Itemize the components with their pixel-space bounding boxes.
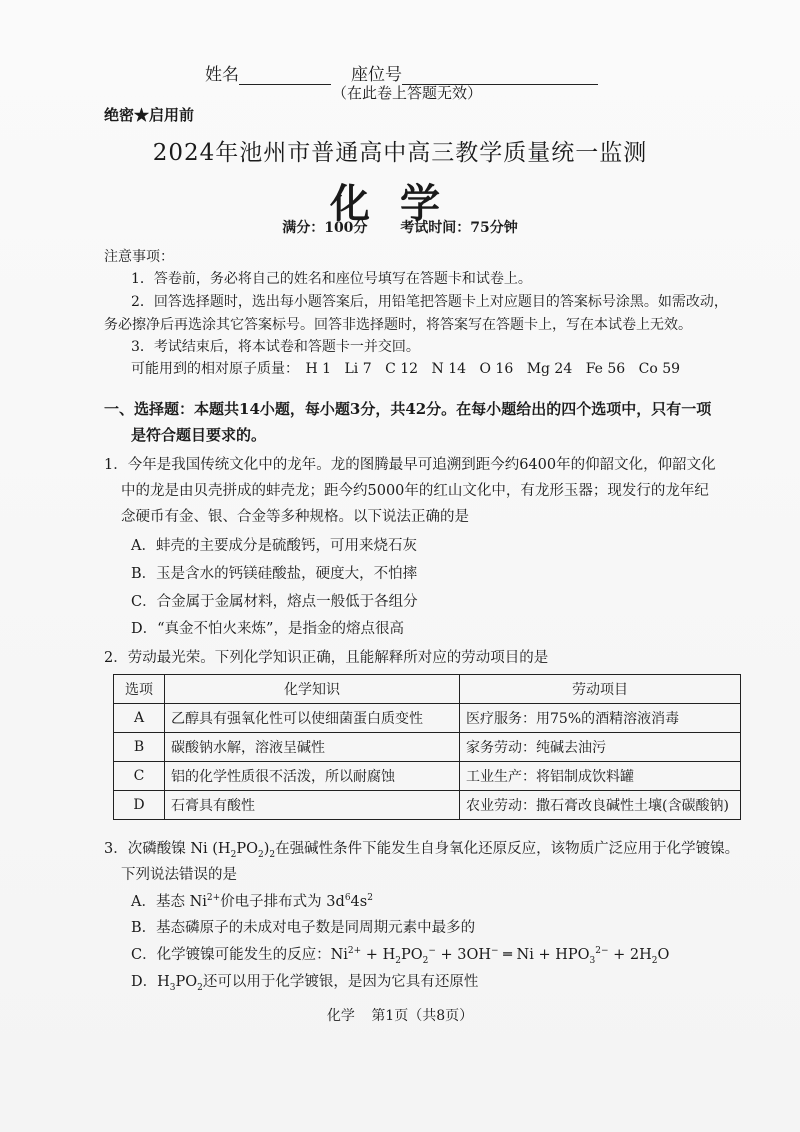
exam-time: 考试时间：75分钟 (400, 220, 518, 236)
q3c-sup: 2+ (347, 946, 362, 957)
table-header-row (114, 675, 741, 704)
q3-text: 在强碱性条件下能发生自身氧化还原反应，该物质广泛应用于化学镀镍。 (275, 841, 740, 857)
q1-option-a: A．蚌壳的主要成分是硫酸钙，可用来烧石灰 (131, 538, 417, 554)
q3c-text: O (657, 947, 670, 963)
q3a-text: A．基态 Ni (131, 894, 207, 910)
row-labor: 工业生产：将铝制成饮料罐 (460, 762, 741, 791)
q3-sub: 2 (257, 849, 264, 860)
q2-table (113, 674, 741, 820)
mass-item: H 1 (305, 361, 332, 377)
q3c-sub: 2 (395, 955, 401, 966)
q3-option-d (131, 970, 478, 993)
secret-label: 绝密★启用前 (104, 106, 195, 124)
page-footer (0, 1005, 800, 1025)
q3d-sub: 2 (197, 982, 203, 993)
q3a-text: 价电子排布式为 3d (220, 894, 345, 910)
q3-option-b: B．基态磷原子的未成对电子数是同周期元素中最多的 (131, 920, 476, 936)
mass-label: 可能用到的相对原子质量： (131, 361, 299, 377)
q3a-sup: 2+ (206, 893, 221, 904)
header-option: 选项 (114, 675, 165, 704)
row-knowledge: 乙醇具有强氧化性可以使细菌蛋白质变性 (165, 704, 460, 733)
name-blank (239, 66, 331, 85)
attention-item-2b: 务必擦净后再选涂其它答案标号。回答非选择题时，将答案写在答题卡上，写在本试卷上无效。 (104, 317, 692, 333)
section1-heading-line1: 一、选择题：本题共14小题，每小题3分，共42分。在每小题给出的四个选项中，只有一项 (104, 400, 712, 418)
q3d-sub: 3 (169, 982, 176, 993)
row-knowledge: 石膏具有酸性 (165, 791, 460, 820)
table-row (114, 762, 741, 791)
q1-stem-line1: 1．今年是我国传统文化中的龙年。龙的图腾最早可追溯到距今约6400年的仰韶文化，仰韶文化 (104, 457, 716, 473)
name-label: 姓名 (205, 65, 239, 85)
header-knowledge: 化学知识 (165, 675, 460, 704)
table-row (114, 704, 741, 733)
header-labor: 劳动项目 (460, 675, 741, 704)
footer-page: 第1页（共8页） (371, 1008, 474, 1024)
score-line (0, 217, 800, 237)
q3-sub: 2 (230, 849, 237, 860)
full-score: 满分：100分 (282, 220, 368, 236)
q3d-text: D．H (131, 974, 170, 990)
q3-sub: 2 (269, 849, 276, 860)
row-option: D (114, 791, 165, 820)
row-labor: 医疗服务：用75%的酒精溶液消毒 (460, 704, 741, 733)
q1-option-d: D．“真金不怕火来炼”，是指金的熔点很高 (131, 621, 404, 637)
q3c-text: PO (400, 947, 423, 963)
footer-subject: 化学 (326, 1008, 355, 1024)
table-row (114, 733, 741, 762)
row-knowledge: 铝的化学性质很不活泼，所以耐腐蚀 (165, 762, 460, 791)
attention-item-1: 1．答卷前，务必将自己的姓名和座位号填写在答题卡和试卷上。 (131, 271, 532, 287)
q3c-sub: 2 (422, 955, 429, 966)
row-knowledge: 碳酸钠水解，溶液呈碱性 (165, 733, 460, 762)
mass-item: Mg 24 (526, 361, 573, 377)
row-option: A (114, 704, 165, 733)
mass-item: N 14 (431, 361, 467, 377)
row-labor: 家务劳动：纯碱去油污 (460, 733, 741, 762)
q3c-text: + H (361, 947, 396, 963)
q1-option-b: B．玉是含水的钙镁硅酸盐，硬度大，不怕摔 (131, 566, 418, 582)
seat-label: 座位号 (351, 65, 402, 85)
section1-heading-line2: 是符合题目要求的。 (131, 426, 267, 444)
mass-item: O 16 (479, 361, 514, 377)
q3a-sup: 2 (367, 893, 373, 904)
q3-option-a (131, 890, 373, 911)
q3-option-c (131, 943, 669, 966)
q3-text: 3．次磷酸镍 Ni (H (104, 841, 231, 857)
invalid-notice: （在此卷上答题无效） (332, 84, 483, 102)
q3c-sup: 2− (595, 946, 609, 957)
q2-stem: 2．劳动最光荣。下列化学知识正确，且能解释所对应的劳动项目的是 (104, 650, 549, 666)
q1-stem-line2: 中的龙是由贝壳拼成的蚌壳龙；距今约5000年的红山文化中，有龙形玉器；现发行的龙年纪 (121, 483, 709, 499)
atomic-mass-line (131, 358, 689, 378)
q3c-sup: − (491, 946, 499, 957)
row-labor: 农业劳动：撒石膏改良碱性土壤(含碳酸钠) (460, 791, 741, 820)
q1-option-c: C．合金属于金属材料，熔点一般低于各组分 (131, 594, 418, 610)
q1-stem-line3: 念硬币有金、银、合金等多种规格。以下说法正确的是 (121, 509, 469, 525)
q3c-text: + 3OH (435, 947, 492, 963)
mass-item: C 12 (385, 361, 419, 377)
mass-item: Co 59 (638, 361, 681, 377)
attention-item-2a: 2．回答选择题时，选出每小题答案后，用铅笔把答题卡上对应题目的答案标号涂黑。如需改动， (131, 294, 728, 310)
q3-text: PO (236, 841, 258, 857)
attention-item-3: 3．考试结束后，将本试卷和答题卡一并交回。 (131, 339, 420, 355)
mass-item: Fe 56 (585, 361, 626, 377)
q3c-text: ═ Ni + HPO (498, 947, 590, 963)
q3d-text: 还可以用于化学镀银，是因为它具有还原性 (202, 974, 479, 990)
q3d-text: PO (175, 974, 198, 990)
q3-stem-line2: 下列说法错误的是 (121, 867, 237, 883)
q3a-text: 4s (350, 894, 368, 910)
mass-item: Li 7 (344, 361, 372, 377)
exam-title: 2024年池州市普通高中高三教学质量统一监测 (152, 140, 648, 166)
q3-stem-line1: 3．次磷酸镍 Ni $(H_2PO_2)_2$在强碱性条件下能发生自身氧化还原反应，该物质广泛应用于化学镀镍。 (104, 841, 740, 860)
q3a-sup: 6 (344, 893, 351, 904)
table-row (114, 791, 741, 820)
subject-title: 化学 (330, 180, 470, 227)
q3c-text: C．化学镀镍可能发生的反应：Ni (131, 947, 348, 963)
q3c-text: + 2H (608, 947, 652, 963)
q3c-sup: − (428, 946, 436, 957)
attention-title: 注意事项： (104, 249, 174, 265)
row-option: C (114, 762, 165, 791)
q3c-sub: 2 (651, 955, 658, 966)
row-option: B (114, 733, 165, 762)
q3c-sub: 3 (589, 955, 596, 966)
